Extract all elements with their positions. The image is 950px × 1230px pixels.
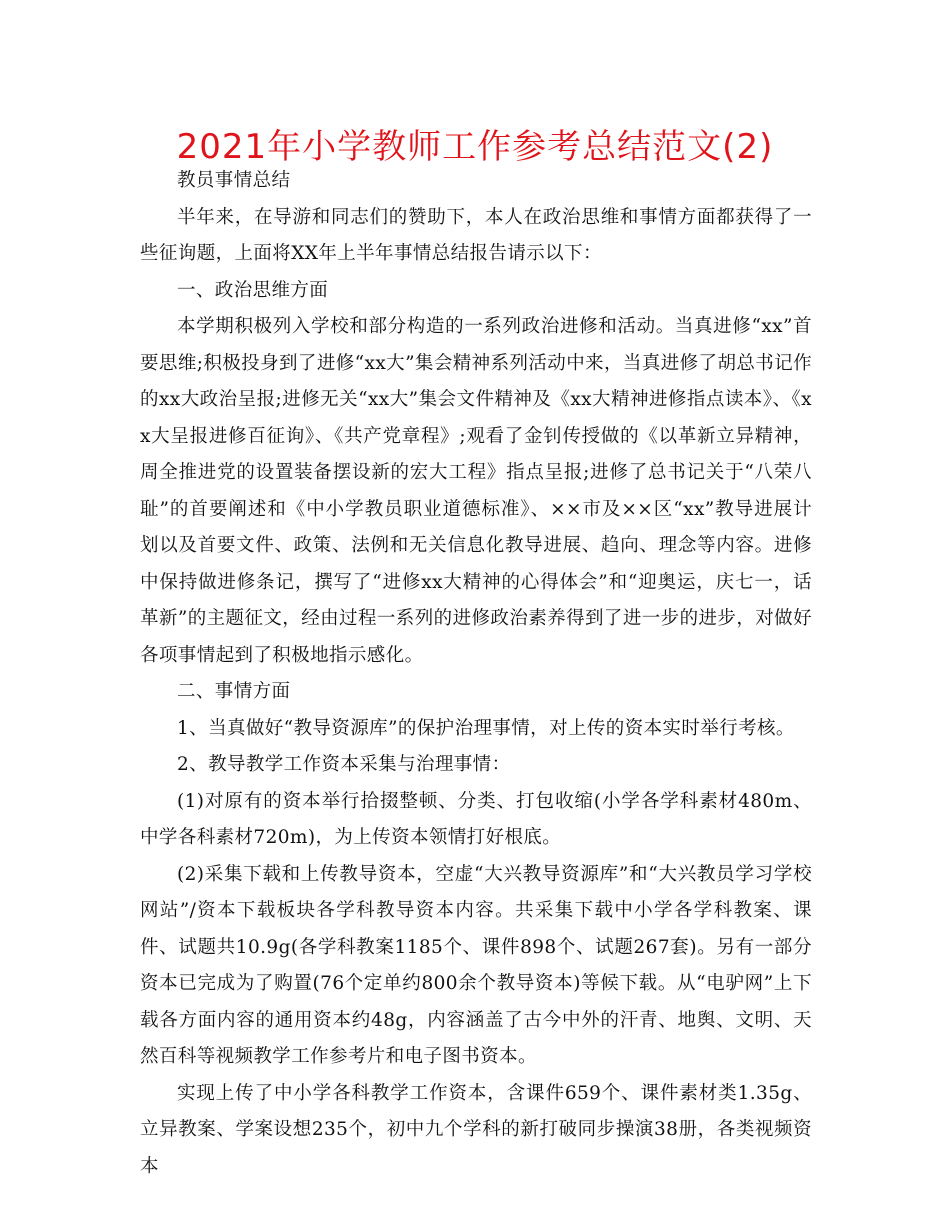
paragraph-heading-summary: 教员事情总结: [177, 170, 291, 191]
document-body: [140, 163, 812, 1185]
paragraph-item-1: 1、当真做好“教导资源库”的保护治理事情，对上传的资本实时举行考核。: [177, 717, 795, 739]
paragraph-subitem-1: (1)对原有的资本举行拾掇整顿、分类、打包收缩(小学各学科素材480m、中学各科素材720m)，为上传资本领情打好根底。: [140, 790, 812, 848]
paragraph-political: 本学期积极列入学校和部分构造的一系列政治进修和活动。当真进修“xx”首要思维;积极投身到了进修“xx大”集会精神系列活动中来，当真进修了胡总书记作的xx大政治呈报;进修无关“xx大”集会文件精神及《xx大精神进修指点读本》、《xx大呈报进修百征询》、《共产党章程》;观看了金钊传授做的《以革新立异精神，周全推进党的设置装备摆设新的宏大工程》指点呈报;进修了总书记关于“八荣八耻”的首要阐述和《中小学教员职业道德标准》、××市及××区“xx”教导进展计划以及首要文件、政策、法例和无关信息化教导进展、趋向、理念等内容。进修中保持做进修条记，撰写了“进修xx大精神的心得体会”和“迎奥运，庆七一，话革新”的主题征文，经由过程一系列的进修政治素养得到了进一步的进步，对做好各项事情起到了积极地指示感化。: [140, 316, 812, 666]
paragraph-item-2: 2、教导教学工作资本采集与治理事情：: [177, 754, 511, 775]
paragraph-upload: 实现上传了中小学各科教学工作资本，含课件659个、课件素材类1.35g、立异教案、学案设想235个，初中九个学科的新打破同步操演38册，各类视频资本: [140, 1082, 812, 1177]
paragraph-intro: 半年来，在导游和同志们的赞助下，本人在政治思维和事情方面都获得了一些征询题，上面将XX年上半年事情总结报告请示以下：: [140, 206, 812, 264]
document-title: 2021年小学教师工作参考总结范文(2): [176, 127, 774, 167]
section-heading-work: 二、事情方面: [177, 681, 291, 702]
paragraph-subitem-2: (2)采集下载和上传教导资本，空虚“大兴教导资源库”和“大兴教员学习学校网站”/资本下载板块各学科教导资本内容。共采集下载中小学各学科教案、课件、试题共10.9g(各学科教案1185个、课件898个、试题267套)。另有一部分资本已完成为了购置(76个定单约800余个教导资本)等候下载。从“电驴网”上下载各方面内容的通用资本约48g，内容涵盖了古今中外的汗青、地舆、文明、天然百科等视频教学工作参考片和电子图书资本。: [140, 863, 812, 1067]
section-heading-political: 一、政治思维方面: [177, 279, 329, 301]
